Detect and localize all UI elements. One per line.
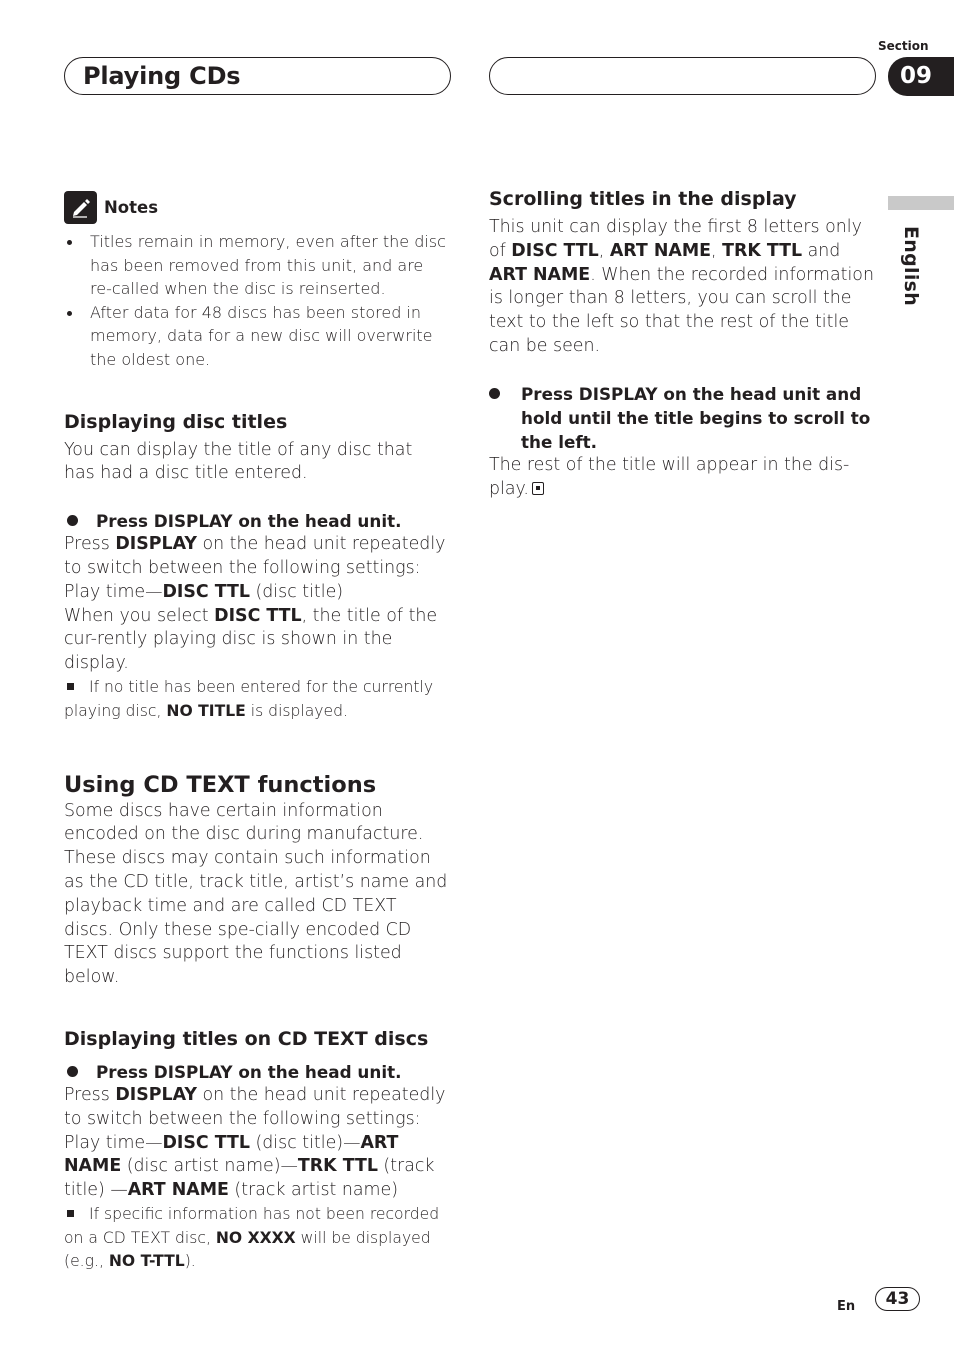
text-run: If specific information has not been recorded on a CD TEXT disc, — [64, 1204, 440, 1247]
header-frame-right — [489, 57, 876, 95]
language-tab-label: English — [900, 226, 922, 307]
scrolling-body — [489, 216, 881, 359]
text-run: , the title of the cur-rently playing disc is shown in the display. — [64, 605, 438, 674]
disc-titles-para-3 — [64, 605, 448, 676]
language-tab-bar — [888, 196, 954, 210]
text-run-bold: ART NAME — [609, 240, 712, 261]
text-run-bold: DISC TTL — [511, 240, 599, 261]
text-run-bold: TRK TTL — [722, 240, 803, 261]
cd-text-para-1 — [64, 1084, 448, 1132]
text-run-bold: DISPLAY — [115, 534, 197, 555]
heading-scrolling-titles: Scrolling titles in the display — [489, 188, 797, 210]
heading-displaying-disc-titles: Displaying disc titles — [64, 410, 288, 433]
cd-text-body: Some discs have certain information encoded on the disc during manufacture. These discs may contain such information as the CD title, track title, artist’s name and playback time and are called CD TEXT discs. Only these spe-cially encoded CD TEXT discs support the functions listed below. — [64, 800, 448, 988]
notes-list — [64, 230, 448, 372]
text-run: Play time— — [64, 1132, 163, 1153]
cd-text-step-text: Press DISPLAY on the head unit. — [96, 1061, 402, 1082]
disc-titles-note — [64, 676, 448, 724]
text-run: The rest of the title will appear in the dis-play. — [489, 454, 850, 499]
scrolling-step — [489, 382, 881, 454]
text-run: (disc title)— — [249, 1132, 361, 1153]
cd-text-note — [64, 1203, 448, 1274]
section-label: Section — [878, 39, 929, 53]
text-run: on the head unit repeatedly to switch between the following settings: — [64, 534, 446, 578]
page-number: 43 — [875, 1287, 920, 1311]
disc-titles-para-1 — [64, 533, 448, 581]
section-number-badge: 09 — [888, 57, 954, 96]
text-run-bold: NO TITLE — [166, 701, 246, 720]
text-run: . When the recorded information is longer than 8 letters, you can scroll the text to the left so that the rest of the title can be seen. — [489, 264, 874, 356]
left-column — [64, 190, 448, 1274]
text-run-bold: DISC TTL — [162, 1132, 250, 1153]
text-run-bold: ART NAME — [489, 264, 591, 285]
text-run-bold: DISC TTL — [214, 605, 302, 626]
text-run: Play time— — [64, 581, 163, 602]
notes-header — [64, 190, 448, 224]
text-run: Press — [64, 1084, 116, 1105]
cd-text-settings — [64, 1132, 448, 1203]
disc-titles-step-text: Press DISPLAY on the head unit. — [96, 511, 402, 532]
right-column — [489, 186, 881, 501]
text-run-bold: ART NAME — [64, 1132, 399, 1177]
cd-text-step — [64, 1060, 448, 1084]
disc-titles-para-2 — [64, 581, 448, 605]
heading-using-cd-text: Using CD TEXT functions — [64, 771, 377, 798]
text-run: will be displayed (e.g., — [64, 1228, 431, 1271]
text-run: (track title) — — [64, 1156, 435, 1201]
text-run: ). — [184, 1252, 196, 1271]
text-run-bold: NO T-TTL — [108, 1252, 185, 1271]
step-bullet-icon — [489, 388, 500, 399]
page-title: Playing CDs — [83, 62, 241, 90]
notes-pencil-icon — [64, 191, 97, 224]
disc-titles-intro: You can display the title of any disc that has had a disc title entered. — [64, 439, 413, 484]
text-run: If no title has been entered for the currently playing disc, — [64, 677, 434, 720]
note-square-icon — [67, 683, 74, 690]
end-mark-icon — [532, 482, 544, 495]
text-run: is displayed. — [245, 701, 348, 720]
text-run-bold: DISPLAY — [115, 1084, 197, 1105]
step-bullet-icon — [67, 515, 78, 526]
text-run-bold: TRK TTL — [297, 1156, 378, 1177]
text-run: (track artist name) — [228, 1180, 398, 1201]
text-run: on the head unit repeatedly to switch between the following settings: — [64, 1084, 446, 1129]
text-run: and — [802, 240, 841, 261]
text-run-bold: ART NAME — [127, 1180, 229, 1201]
text-run: (disc title) — [249, 581, 344, 602]
disc-titles-step — [64, 509, 448, 533]
text-run: , — [711, 240, 723, 261]
notes-title: Notes — [104, 197, 159, 217]
text-run: (disc artist name)— — [121, 1156, 298, 1177]
text-run: When you select — [64, 605, 215, 626]
step-bullet-icon — [67, 1066, 78, 1077]
footer-language: En — [837, 1299, 856, 1314]
heading-titles-cd-text: Displaying titles on CD TEXT discs — [64, 1027, 429, 1050]
text-run: This unit can display the first 8 letters only of — [489, 217, 862, 261]
scrolling-result — [489, 454, 881, 502]
text-run: , — [598, 240, 610, 261]
text-run-bold: DISC TTL — [162, 581, 250, 602]
note-square-icon — [67, 1210, 74, 1217]
note-item: After data for 48 discs has been stored in memory, data for a new disc will overwrite the oldest one. — [64, 301, 448, 372]
note-item: Titles remain in memory, even after the disc has been removed from this unit, and are re-called when the disc is reinserted. — [64, 230, 448, 301]
text-run-bold: NO XXXX — [215, 1228, 296, 1247]
scrolling-step-text: Press DISPLAY on the head unit and hold until the title begins to scroll to the left. — [521, 383, 871, 452]
text-run: Press — [64, 534, 116, 555]
